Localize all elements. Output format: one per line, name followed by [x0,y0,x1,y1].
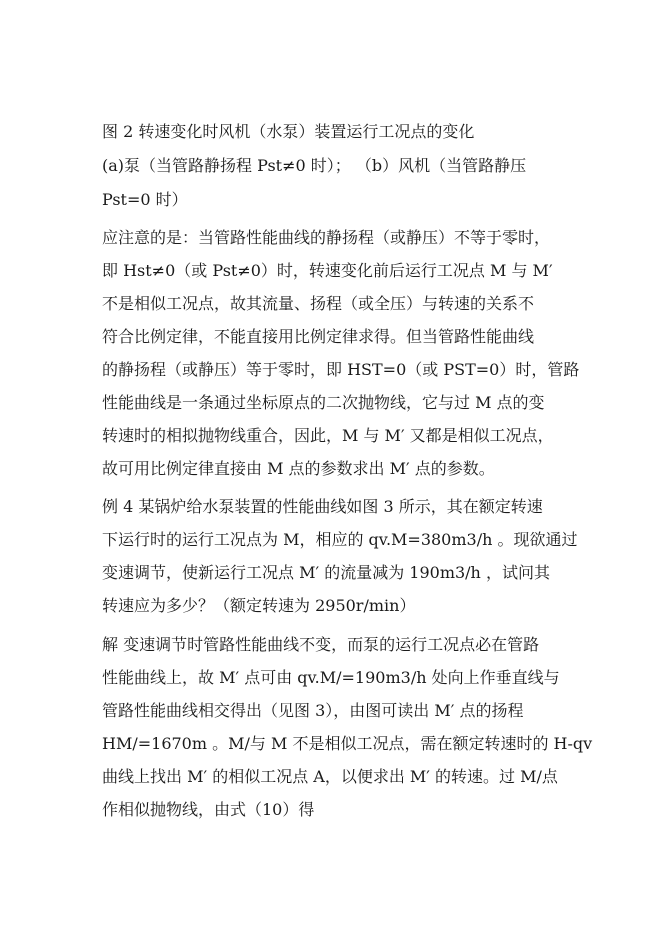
example-line: 转速应为多少？（额定转速为 2950r/min） [102,596,416,615]
figure-subcaption: (a)泵（当管路静扬程 Pst≠0 时）； （b）风机（当管路静压 [102,156,527,175]
figure-subcaption-continued: Pst=0 时） [102,190,188,209]
solution-line: 解 变速调节时管路性能曲线不变，而泵的运行工况点必在管路 [102,635,540,654]
paragraph-line: 即 Hst≠0（或 Pst≠0）时，转速变化前后运行工况点 M 与 M′ [102,261,553,280]
example-line: 例 4 某锅炉给水泵装置的性能曲线如图 3 所示，其在额定转速 [102,497,543,516]
solution-line: 性能曲线上，故 M′ 点可由 qv.M/=190m3/h 处向上作垂直线与 [102,668,560,687]
paragraph-line: 转速时的相拟抛物线重合，因此，M 与 M′ 又都是相似工况点， [102,426,554,445]
figure-caption: 图 2 转速变化时风机（水泵）装置运行工况点的变化 [102,122,475,141]
example-line: 下运行时的运行工况点为 M，相应的 qv.M=380m3/h 。现欲通过 [102,530,578,549]
solution-line: 曲线上找出 M′ 的相似工况点 A，以便求出 M′ 的转速。过 M/点 [102,767,558,786]
paragraph-line: 应注意的是：当管路性能曲线的静扬程（或静压）不等于零时， [102,228,551,247]
example-line: 变速调节，使新运行工况点 M′ 的流量减为 190m3/h ，试问其 [102,563,550,582]
paragraph-line: 符合比例定律，不能直接用比例定律求得。但当管路性能曲线 [102,327,535,346]
solution-line: 作相似抛物线，由式（10）得 [102,800,315,819]
paragraph-line: 的静扬程（或静压）等于零时，即 HST=0（或 PST=0）时，管路 [102,360,580,379]
paragraph-line: 性能曲线是一条通过坐标原点的二次抛物线，它与过 M 点的变 [102,393,545,412]
paragraph-line: 故可用比例定律直接由 M 点的参数求出 M′ 点的参数。 [102,459,495,478]
solution-line: HM/=1670m 。M/与 M 不是相似工况点，需在额定转速时的 H-qv [102,734,593,753]
solution-line: 管路性能曲线相交得出（见图 3），由图可读出 M′ 点的扬程 [102,701,524,720]
paragraph-line: 不是相似工况点，故其流量、扬程（或全压）与转速的关系不 [102,294,535,313]
